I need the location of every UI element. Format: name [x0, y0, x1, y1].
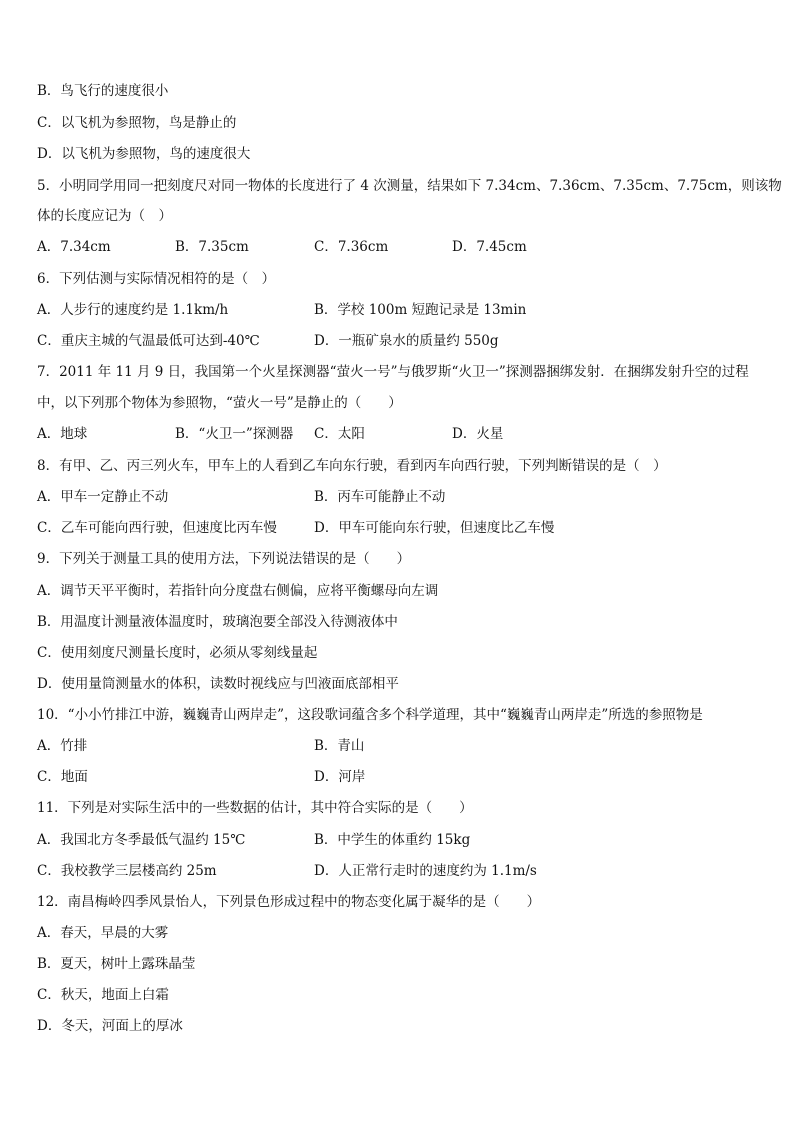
q8-option-d: D．甲车可能向东行驶，但速度比乙车慢 [314, 520, 555, 536]
q5-option-d: D．7.45cm [452, 239, 527, 255]
q10-option-b: B．青山 [314, 738, 365, 754]
q11-option-d: D．人正常行走时的速度约为 1.1m/s [314, 863, 537, 879]
q6-option-c: C．重庆主城的气温最低可达到-40℃ [37, 333, 260, 349]
q10-stem: 10．“小小竹排江中游，巍巍青山两岸走”，这段歌词蕴含多个科学道理，其中“巍巍青山两岸走”所选的参照物是 [37, 707, 703, 723]
prev-option-c: C．以飞机为参照物，鸟是静止的 [37, 115, 237, 131]
q6-option-a: A．人步行的速度约是 1.1km/h [37, 302, 229, 318]
q8-option-a: A．甲车一定静止不动 [37, 489, 169, 505]
q6-stem: 6．下列估测与实际情况相符的是（ ） [37, 271, 276, 287]
q7-option-a: A．地球 [37, 426, 88, 442]
q11-stem: 11．下列是对实际生活中的一些数据的估计，其中符合实际的是（ ） [37, 800, 473, 816]
q7-stem-line1: 7．2011 年 11 月 9 日，我国第一个火星探测器“萤火一号”与俄罗斯“火卫一”探测器捆绑发射．在捆绑发射升空的过程 [37, 364, 749, 380]
q9-option-c: C．使用刻度尺测量长度时，必须从零刻线量起 [37, 645, 318, 661]
q9-option-a: A．调节天平平衡时，若指针向分度盘右侧偏，应将平衡螺母向左调 [37, 583, 439, 599]
q10-option-d: D．河岸 [314, 769, 366, 785]
q5-stem-line1: 5．小明同学用同一把刻度尺对同一物体的长度进行了 4 次测量，结果如下 7.34cm、7.36cm、7.35cm、7.75cm，则该物 [37, 178, 782, 194]
q8-option-b: B．丙车可能静止不动 [314, 489, 446, 505]
q7-stem-line2: 中，以下列那个物体为参照物，“萤火一号”是静止的（ ） [37, 395, 402, 411]
prev-option-b: B．鸟飞行的速度很小 [37, 83, 169, 99]
q6-option-d: D．一瓶矿泉水的质量约 550g [314, 333, 499, 349]
q12-option-a: A．春天，早晨的大雾 [37, 925, 169, 941]
q11-option-a: A．我国北方冬季最低气温约 15℃ [37, 832, 246, 848]
q9-stem: 9．下列关于测量工具的使用方法，下列说法错误的是（ ） [37, 551, 411, 567]
q12-option-b: B．夏天，树叶上露珠晶莹 [37, 956, 196, 972]
q11-option-b: B．中学生的体重约 15kg [314, 832, 471, 848]
prev-option-d: D．以飞机为参照物，鸟的速度很大 [37, 146, 251, 162]
q12-option-c: C．秋天，地面上白霜 [37, 987, 169, 1003]
q9-option-b: B．用温度计测量液体温度时，玻璃泡要全部没入待测液体中 [37, 614, 398, 630]
q7-option-b: B．“火卫一”探测器 [175, 426, 294, 442]
q12-stem: 12．南昌梅岭四季风景怡人，下列景色形成过程中的物态变化属于凝华的是（ ） [37, 894, 541, 910]
q10-option-c: C．地面 [37, 769, 88, 785]
q5-option-c: C．7.36cm [314, 239, 389, 255]
q8-stem: 8．有甲、乙、丙三列火车，甲车上的人看到乙车向东行驶，看到丙车向西行驶，下列判断错误的是（ ） [37, 458, 667, 474]
q5-option-a: A．7.34cm [37, 239, 111, 255]
q6-option-b: B．学校 100m 短跑记录是 13min [314, 302, 527, 318]
q12-option-d: D．冬天，河面上的厚冰 [37, 1018, 183, 1034]
q8-option-c: C．乙车可能向西行驶，但速度比丙车慢 [37, 520, 277, 536]
q5-stem-line2: 体的长度应记为（ ） [37, 208, 172, 224]
q9-option-d: D．使用量筒测量水的体积，读数时视线应与凹液面底部相平 [37, 676, 399, 692]
q10-option-a: A．竹排 [37, 738, 88, 754]
q7-option-d: D．火星 [452, 426, 504, 442]
q5-option-b: B．7.35cm [175, 239, 249, 255]
q7-option-c: C．太阳 [314, 426, 365, 442]
q11-option-c: C．我校教学三层楼高约 25m [37, 863, 217, 879]
